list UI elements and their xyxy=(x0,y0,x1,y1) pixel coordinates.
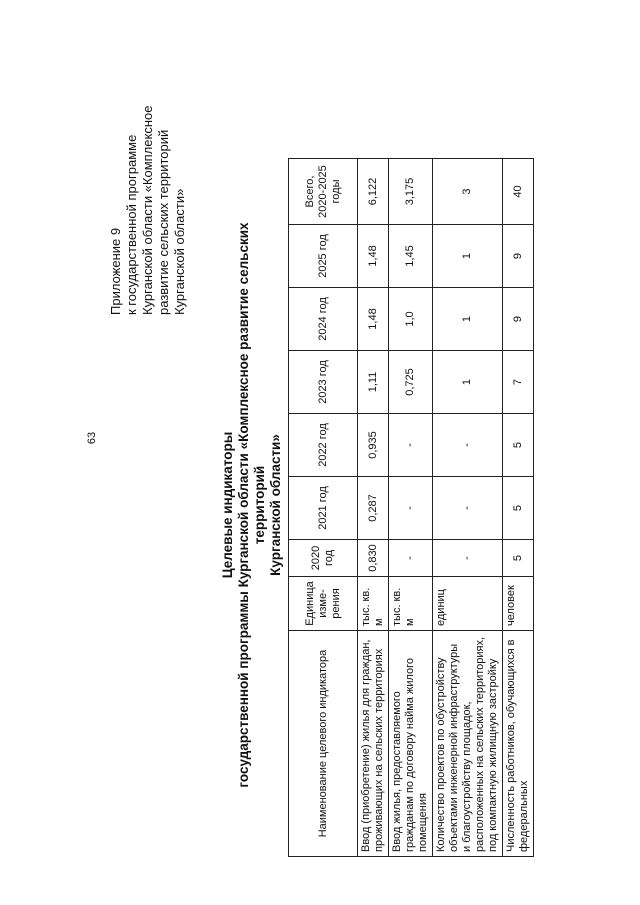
header-indicator-name: Наименование целевого индикатора xyxy=(289,631,358,857)
header-year-2021: 2021 год xyxy=(289,477,358,540)
header-year-2020: 2020 год xyxy=(289,540,358,577)
value-cell: 5 xyxy=(503,477,534,540)
header-year-2023: 2023 год xyxy=(289,351,358,414)
value-cell: 7 xyxy=(503,351,534,414)
value-cell: 5 xyxy=(503,414,534,477)
indicator-name-cell: Ввод жилья, предоставляемого гражданам по договору найма жилого помещения xyxy=(389,631,433,857)
value-cell: 1,11 xyxy=(358,351,389,414)
title-line: Целевые индикаторы xyxy=(220,431,235,579)
value-cell: 5 xyxy=(503,540,534,577)
value-cell: - xyxy=(389,414,433,477)
total-cell: 40 xyxy=(503,159,534,225)
title-line: Курганской области» xyxy=(268,434,283,576)
value-cell: 1,0 xyxy=(389,288,433,351)
value-cell: - xyxy=(433,414,503,477)
page-number: 63 xyxy=(86,431,98,445)
unit-cell: человек xyxy=(503,577,534,631)
table-row xyxy=(358,159,389,857)
header-unit: Единица изме- рения xyxy=(289,577,358,631)
indicator-name-cell: Численность работников, обучающихся в федеральных xyxy=(503,631,534,857)
value-cell: 1,48 xyxy=(358,288,389,351)
value-cell: 0,830 xyxy=(358,540,389,577)
value-cell: 0,935 xyxy=(358,414,389,477)
value-cell: - xyxy=(389,477,433,540)
value-cell: 1 xyxy=(433,225,503,288)
table-row xyxy=(389,159,433,857)
indicator-name-cell: Количество проектов по обустройству объектами инженерной инфраструктуры и благоустройству площадок, расположенных на сельских территориях, под компактную жилищную застройку xyxy=(433,631,503,857)
unit-cell: тыс. кв. м xyxy=(358,577,389,631)
table-header-row xyxy=(289,159,358,857)
value-cell: 0,725 xyxy=(389,351,433,414)
value-cell: 1 xyxy=(433,288,503,351)
total-cell: 6,122 xyxy=(358,159,389,225)
header-total: Всего, 2020-2025 годы xyxy=(289,159,358,225)
indicators-table xyxy=(288,158,534,857)
appendix-note xyxy=(108,85,188,315)
header-year-2025: 2025 год xyxy=(289,225,358,288)
table-row xyxy=(503,159,534,857)
unit-cell: тыс. кв. м xyxy=(389,577,433,631)
document-title xyxy=(220,185,284,825)
table-row xyxy=(433,159,503,857)
value-cell: 0,287 xyxy=(358,477,389,540)
appendix-line: Курганской области» xyxy=(172,188,187,315)
value-cell: - xyxy=(389,540,433,577)
value-cell: 1,45 xyxy=(389,225,433,288)
value-cell: 1 xyxy=(433,351,503,414)
unit-cell: единиц xyxy=(433,577,503,631)
appendix-line: развитие сельских территорий xyxy=(156,129,171,315)
header-year-2022: 2022 год xyxy=(289,414,358,477)
appendix-line: Курганской области «Комплексное xyxy=(140,105,155,315)
value-cell: - xyxy=(433,477,503,540)
appendix-line: Приложение 9 xyxy=(108,227,123,315)
value-cell: 9 xyxy=(503,288,534,351)
value-cell: - xyxy=(433,540,503,577)
appendix-line: к государственной программе xyxy=(124,134,139,315)
total-cell: 3 xyxy=(433,159,503,225)
title-line: государственной программы Курганской области «Комплексное развитие сельских территорий xyxy=(236,222,267,788)
header-year-2024: 2024 год xyxy=(289,288,358,351)
value-cell: 9 xyxy=(503,225,534,288)
indicator-name-cell: Ввод (приобретение) жилья для граждан, проживающих на сельских территориях xyxy=(358,631,389,857)
total-cell: 3,175 xyxy=(389,159,433,225)
value-cell: 1,48 xyxy=(358,225,389,288)
